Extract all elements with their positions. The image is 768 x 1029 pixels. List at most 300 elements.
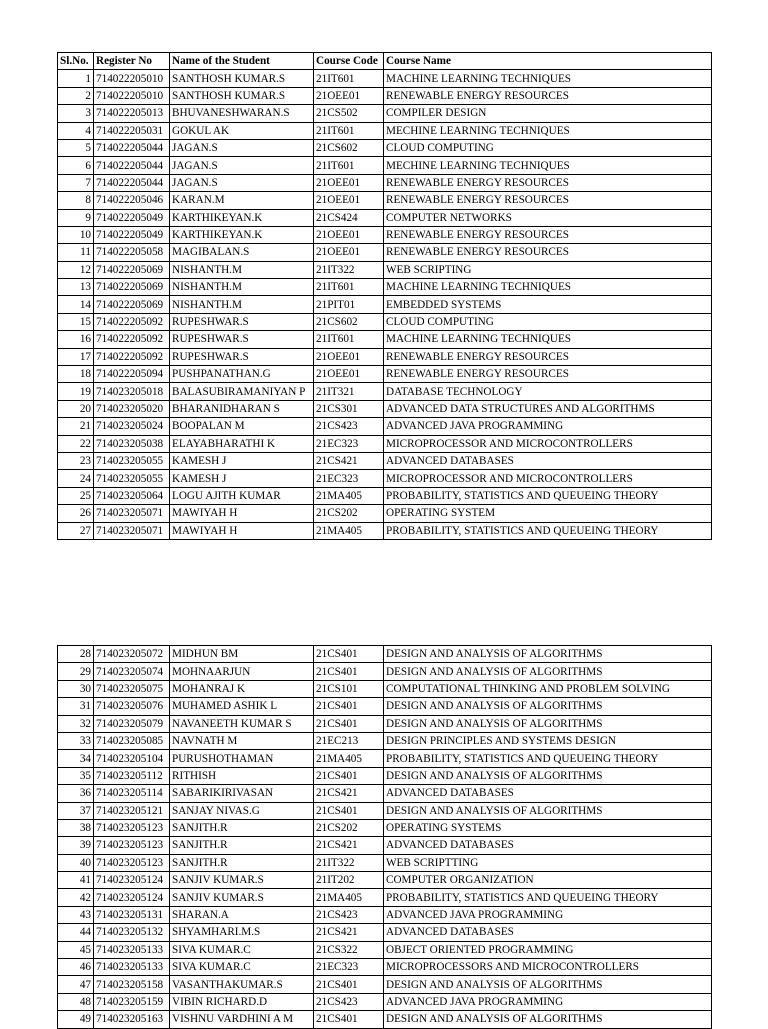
cell-register-no: 714022205046 [94, 192, 170, 209]
table-row [58, 646, 712, 663]
cell-course-name: DESIGN AND ANALYSIS OF ALGORITHMS [384, 698, 712, 715]
cell-register-no: 714023205159 [94, 993, 170, 1010]
cell-course-code: 21CS421 [314, 837, 384, 854]
cell-student-name: PURUSHOTHAMAN [170, 750, 314, 767]
cell-slno: 6 [58, 157, 94, 174]
cell-register-no: 714022205094 [94, 366, 170, 383]
cell-course-code: 21CS602 [314, 139, 384, 156]
cell-register-no: 714022205013 [94, 105, 170, 122]
cell-student-name: MAWIYAH H [170, 505, 314, 522]
cell-register-no: 714022205069 [94, 261, 170, 278]
cell-register-no: 714022205058 [94, 244, 170, 261]
cell-register-no: 714023205055 [94, 452, 170, 469]
cell-student-name: VIBIN RICHARD.D [170, 993, 314, 1010]
table-row [58, 802, 712, 819]
cell-course-code: 21MA405 [314, 522, 384, 539]
cell-register-no: 714022205092 [94, 331, 170, 348]
cell-slno: 32 [58, 715, 94, 732]
cell-course-code: 21MA405 [314, 487, 384, 504]
cell-course-name: MACHINE LEARNING TECHNIQUES [384, 331, 712, 348]
cell-course-name: MICROPROCESSORS AND MICROCONTROLLERS [384, 959, 712, 976]
cell-register-no: 714023205104 [94, 750, 170, 767]
cell-slno: 9 [58, 209, 94, 226]
cell-student-name: SANTHOSH KUMAR.S [170, 70, 314, 87]
cell-student-name: SANJITH.R [170, 819, 314, 836]
cell-course-code: 21EC213 [314, 732, 384, 749]
table-row [58, 192, 712, 209]
cell-course-code: 21CS401 [314, 698, 384, 715]
table-row [58, 400, 712, 417]
table-row [58, 785, 712, 802]
cell-slno: 23 [58, 452, 94, 469]
cell-register-no: 714023205112 [94, 767, 170, 784]
cell-slno: 13 [58, 279, 94, 296]
cell-slno: 14 [58, 296, 94, 313]
table-row [58, 139, 712, 156]
cell-slno: 8 [58, 192, 94, 209]
cell-slno: 11 [58, 244, 94, 261]
table-row [58, 889, 712, 906]
cell-course-name: RENEWABLE ENERGY RESOURCES [384, 226, 712, 243]
cell-course-code: 21MA405 [314, 889, 384, 906]
cell-course-name: MICROPROCESSOR AND MICROCONTROLLERS [384, 470, 712, 487]
cell-slno: 31 [58, 698, 94, 715]
cell-student-name: BOOPALAN M [170, 418, 314, 435]
cell-course-code: 21CS401 [314, 767, 384, 784]
cell-register-no: 714023205071 [94, 522, 170, 539]
cell-student-name: VISHNU VARDHINI A M [170, 1011, 314, 1028]
cell-course-name: RENEWABLE ENERGY RESOURCES [384, 174, 712, 191]
cell-student-name: MIDHUN BM [170, 646, 314, 663]
table-row [58, 505, 712, 522]
table-row [58, 348, 712, 365]
cell-register-no: 714022205010 [94, 87, 170, 104]
cell-course-name: ADVANCED DATABASES [384, 785, 712, 802]
cell-student-name: NISHANTH.M [170, 296, 314, 313]
table-row [58, 1011, 712, 1028]
cell-student-name: SANJAY NIVAS.G [170, 802, 314, 819]
cell-slno: 3 [58, 105, 94, 122]
cell-course-name: ADVANCED DATA STRUCTURES AND ALGORITHMS [384, 400, 712, 417]
table-row [58, 906, 712, 923]
cell-slno: 33 [58, 732, 94, 749]
cell-student-name: RUPESHWAR.S [170, 331, 314, 348]
cell-course-code: 21OEE01 [314, 366, 384, 383]
cell-register-no: 714023205055 [94, 470, 170, 487]
cell-course-code: 21CS301 [314, 400, 384, 417]
cell-register-no: 714023205075 [94, 680, 170, 697]
table-row [58, 87, 712, 104]
cell-course-code: 21OEE01 [314, 174, 384, 191]
cell-slno: 19 [58, 383, 94, 400]
cell-course-code: 21CS424 [314, 209, 384, 226]
cell-course-code: 21CS202 [314, 505, 384, 522]
cell-slno: 10 [58, 226, 94, 243]
cell-course-name: MACHINE LEARNING TECHNIQUES [384, 279, 712, 296]
cell-course-name: RENEWABLE ENERGY RESOURCES [384, 192, 712, 209]
table-row [58, 366, 712, 383]
cell-course-name: OBJECT ORIENTED PROGRAMMING [384, 941, 712, 958]
cell-slno: 5 [58, 139, 94, 156]
cell-course-name: ADVANCED JAVA PROGRAMMING [384, 993, 712, 1010]
student-course-table-1 [57, 52, 712, 540]
cell-register-no: 714023205132 [94, 924, 170, 941]
table-row [58, 732, 712, 749]
cell-register-no: 714023205064 [94, 487, 170, 504]
cell-student-name: SANJITH.R [170, 837, 314, 854]
cell-course-code: 21IT601 [314, 279, 384, 296]
cell-course-code: 21CS202 [314, 819, 384, 836]
cell-course-code: 21OEE01 [314, 226, 384, 243]
cell-register-no: 714023205123 [94, 854, 170, 871]
cell-course-name: DESIGN AND ANALYSIS OF ALGORITHMS [384, 715, 712, 732]
cell-student-name: RUPESHWAR.S [170, 348, 314, 365]
cell-course-name: DESIGN AND ANALYSIS OF ALGORITHMS [384, 976, 712, 993]
cell-course-code: 21IT202 [314, 872, 384, 889]
cell-course-name: RENEWABLE ENERGY RESOURCES [384, 348, 712, 365]
table-row [58, 122, 712, 139]
cell-course-code: 21CS401 [314, 802, 384, 819]
cell-course-name: RENEWABLE ENERGY RESOURCES [384, 87, 712, 104]
table-row [58, 452, 712, 469]
cell-student-name: BALASUBIRAMANIYAN P [170, 383, 314, 400]
cell-slno: 48 [58, 993, 94, 1010]
cell-student-name: RUPESHWAR.S [170, 313, 314, 330]
cell-register-no: 714022205031 [94, 122, 170, 139]
cell-student-name: SANJIV KUMAR.S [170, 872, 314, 889]
cell-student-name: ELAYABHARATHI K [170, 435, 314, 452]
cell-register-no: 714022205069 [94, 279, 170, 296]
cell-course-name: DESIGN PRINCIPLES AND SYSTEMS DESIGN [384, 732, 712, 749]
cell-student-name: JAGAN.S [170, 139, 314, 156]
table-row [58, 680, 712, 697]
table-row [58, 487, 712, 504]
cell-student-name: SHARAN.A [170, 906, 314, 923]
cell-student-name: NISHANTH.M [170, 261, 314, 278]
cell-course-name: MICROPROCESSOR AND MICROCONTROLLERS [384, 435, 712, 452]
cell-course-code: 21OEE01 [314, 348, 384, 365]
cell-slno: 44 [58, 924, 94, 941]
cell-register-no: 714022205044 [94, 157, 170, 174]
cell-course-code: 21IT601 [314, 331, 384, 348]
table-row [58, 750, 712, 767]
cell-slno: 41 [58, 872, 94, 889]
table-row [58, 924, 712, 941]
cell-student-name: GOKUL AK [170, 122, 314, 139]
cell-register-no: 714023205085 [94, 732, 170, 749]
cell-student-name: KARAN.M [170, 192, 314, 209]
cell-student-name: SHYAMHARI.M.S [170, 924, 314, 941]
table-row [58, 209, 712, 226]
cell-student-name: SABARIKIRIVASAN [170, 785, 314, 802]
table-row [58, 663, 712, 680]
table-row [58, 959, 712, 976]
cell-course-code: 21CS423 [314, 906, 384, 923]
cell-course-code: 21CS423 [314, 418, 384, 435]
cell-slno: 46 [58, 959, 94, 976]
cell-course-code: 21CS322 [314, 941, 384, 958]
cell-slno: 37 [58, 802, 94, 819]
cell-student-name: NAVNATH M [170, 732, 314, 749]
cell-student-name: MAWIYAH H [170, 522, 314, 539]
cell-course-name: COMPUTER ORGANIZATION [384, 872, 712, 889]
cell-course-name: MECHINE LEARNING TECHNIQUES [384, 122, 712, 139]
cell-course-code: 21CS421 [314, 924, 384, 941]
table-row [58, 244, 712, 261]
cell-register-no: 714023205071 [94, 505, 170, 522]
cell-student-name: SANJIV KUMAR.S [170, 889, 314, 906]
table-row [58, 854, 712, 871]
cell-slno: 38 [58, 819, 94, 836]
cell-course-code: 21EC323 [314, 470, 384, 487]
cell-course-name: PROBABILITY, STATISTICS AND QUEUEING THEORY [384, 889, 712, 906]
table-row [58, 872, 712, 889]
cell-register-no: 714023205072 [94, 646, 170, 663]
cell-course-name: RENEWABLE ENERGY RESOURCES [384, 366, 712, 383]
cell-course-name: ADVANCED DATABASES [384, 924, 712, 941]
cell-course-code: 21IT601 [314, 70, 384, 87]
cell-slno: 21 [58, 418, 94, 435]
table-row [58, 941, 712, 958]
cell-slno: 36 [58, 785, 94, 802]
cell-student-name: PUSHPANATHAN.G [170, 366, 314, 383]
cell-slno: 18 [58, 366, 94, 383]
cell-register-no: 714023205121 [94, 802, 170, 819]
cell-student-name: VASANTHAKUMAR.S [170, 976, 314, 993]
cell-course-name: COMPUTER NETWORKS [384, 209, 712, 226]
cell-course-code: 21CS101 [314, 680, 384, 697]
cell-register-no: 714022205049 [94, 226, 170, 243]
cell-course-code: 21PIT01 [314, 296, 384, 313]
cell-course-code: 21CS423 [314, 993, 384, 1010]
cell-register-no: 714023205076 [94, 698, 170, 715]
cell-course-code: 21IT321 [314, 383, 384, 400]
table-row [58, 226, 712, 243]
cell-student-name: JAGAN.S [170, 157, 314, 174]
cell-course-code: 21CS401 [314, 1011, 384, 1028]
cell-course-name: DESIGN AND ANALYSIS OF ALGORITHMS [384, 646, 712, 663]
cell-course-name: WEB SCRIPTING [384, 261, 712, 278]
table-row [58, 698, 712, 715]
cell-course-name: WEB SCRIPTTING [384, 854, 712, 871]
cell-slno: 27 [58, 522, 94, 539]
cell-student-name: MAGIBALAN.S [170, 244, 314, 261]
cell-course-code: 21CS401 [314, 646, 384, 663]
cell-course-code: 21CS602 [314, 313, 384, 330]
student-course-table-2 [57, 645, 712, 1029]
table-row [58, 313, 712, 330]
cell-student-name: SANTHOSH KUMAR.S [170, 87, 314, 104]
cell-course-name: COMPUTATIONAL THINKING AND PROBLEM SOLVING [384, 680, 712, 697]
cell-slno: 7 [58, 174, 94, 191]
cell-register-no: 714023205158 [94, 976, 170, 993]
header-course-name: Course Name [384, 53, 712, 70]
cell-course-name: CLOUD COMPUTING [384, 139, 712, 156]
cell-register-no: 714022205044 [94, 174, 170, 191]
cell-student-name: NISHANTH.M [170, 279, 314, 296]
cell-slno: 39 [58, 837, 94, 854]
cell-course-name: DESIGN AND ANALYSIS OF ALGORITHMS [384, 1011, 712, 1028]
cell-course-name: DESIGN AND ANALYSIS OF ALGORITHMS [384, 663, 712, 680]
cell-slno: 1 [58, 70, 94, 87]
cell-student-name: MUHAMED ASHIK L [170, 698, 314, 715]
cell-student-name: LOGU AJITH KUMAR [170, 487, 314, 504]
cell-course-code: 21IT601 [314, 157, 384, 174]
cell-course-name: COMPILER DESIGN [384, 105, 712, 122]
cell-course-code: 21OEE01 [314, 244, 384, 261]
table-row [58, 331, 712, 348]
table-row [58, 157, 712, 174]
cell-register-no: 714023205079 [94, 715, 170, 732]
cell-course-name: ADVANCED DATABASES [384, 452, 712, 469]
cell-student-name: BHUVANESHWARAN.S [170, 105, 314, 122]
cell-course-name: MACHINE LEARNING TECHNIQUES [384, 70, 712, 87]
cell-course-name: EMBEDDED SYSTEMS [384, 296, 712, 313]
table-row [58, 418, 712, 435]
cell-register-no: 714023205024 [94, 418, 170, 435]
table-row [58, 383, 712, 400]
cell-course-code: 21OEE01 [314, 192, 384, 209]
table-row [58, 837, 712, 854]
header-row [58, 53, 712, 70]
cell-student-name: SIVA KUMAR.C [170, 941, 314, 958]
cell-slno: 35 [58, 767, 94, 784]
cell-student-name: SANJITH.R [170, 854, 314, 871]
cell-slno: 40 [58, 854, 94, 871]
table-row [58, 261, 712, 278]
cell-student-name: KAMESH J [170, 470, 314, 487]
cell-course-code: 21IT322 [314, 261, 384, 278]
header-slno: Sl.No. [58, 53, 94, 70]
cell-course-name: OPERATING SYSTEM [384, 505, 712, 522]
cell-register-no: 714022205069 [94, 296, 170, 313]
cell-student-name: KARTHIKEYAN.K [170, 209, 314, 226]
cell-course-code: 21EC323 [314, 959, 384, 976]
cell-course-code: 21CS401 [314, 715, 384, 732]
cell-slno: 25 [58, 487, 94, 504]
cell-register-no: 714022205092 [94, 313, 170, 330]
table-row [58, 174, 712, 191]
cell-register-no: 714023205074 [94, 663, 170, 680]
cell-register-no: 714023205133 [94, 941, 170, 958]
cell-student-name: RITHISH [170, 767, 314, 784]
cell-slno: 30 [58, 680, 94, 697]
cell-slno: 15 [58, 313, 94, 330]
cell-course-name: DESIGN AND ANALYSIS OF ALGORITHMS [384, 767, 712, 784]
cell-course-name: ADVANCED JAVA PROGRAMMING [384, 418, 712, 435]
cell-student-name: KARTHIKEYAN.K [170, 226, 314, 243]
table-row [58, 993, 712, 1010]
cell-register-no: 714022205049 [94, 209, 170, 226]
cell-slno: 16 [58, 331, 94, 348]
cell-register-no: 714023205038 [94, 435, 170, 452]
cell-slno: 2 [58, 87, 94, 104]
cell-course-name: CLOUD COMPUTING [384, 313, 712, 330]
cell-register-no: 714023205131 [94, 906, 170, 923]
cell-register-no: 714023205133 [94, 959, 170, 976]
cell-register-no: 714022205092 [94, 348, 170, 365]
header-course-code: Course Code [314, 53, 384, 70]
cell-course-code: 21MA405 [314, 750, 384, 767]
cell-slno: 26 [58, 505, 94, 522]
cell-course-name: ADVANCED JAVA PROGRAMMING [384, 906, 712, 923]
table-row [58, 819, 712, 836]
cell-register-no: 714023205163 [94, 1011, 170, 1028]
cell-course-name: PROBABILITY, STATISTICS AND QUEUEING THEORY [384, 750, 712, 767]
cell-slno: 28 [58, 646, 94, 663]
cell-slno: 22 [58, 435, 94, 452]
cell-course-code: 21CS401 [314, 663, 384, 680]
cell-register-no: 714023205123 [94, 819, 170, 836]
table-row [58, 976, 712, 993]
cell-course-name: OPERATING SYSTEMS [384, 819, 712, 836]
cell-course-name: RENEWABLE ENERGY RESOURCES [384, 244, 712, 261]
cell-course-code: 21EC323 [314, 435, 384, 452]
cell-register-no: 714023205124 [94, 889, 170, 906]
cell-course-code: 21CS421 [314, 785, 384, 802]
cell-course-code: 21CS502 [314, 105, 384, 122]
cell-course-code: 21OEE01 [314, 87, 384, 104]
cell-course-name: DESIGN AND ANALYSIS OF ALGORITHMS [384, 802, 712, 819]
header-register-no: Register No [94, 53, 170, 70]
cell-course-name: PROBABILITY, STATISTICS AND QUEUEING THEORY [384, 522, 712, 539]
table-row [58, 715, 712, 732]
header-student-name: Name of the Student [170, 53, 314, 70]
cell-register-no: 714023205020 [94, 400, 170, 417]
cell-course-code: 21IT601 [314, 122, 384, 139]
cell-student-name: JAGAN.S [170, 174, 314, 191]
cell-student-name: SIVA KUMAR.C [170, 959, 314, 976]
cell-slno: 20 [58, 400, 94, 417]
cell-register-no: 714022205010 [94, 70, 170, 87]
cell-register-no: 714023205018 [94, 383, 170, 400]
table-row [58, 470, 712, 487]
cell-slno: 49 [58, 1011, 94, 1028]
cell-register-no: 714023205114 [94, 785, 170, 802]
cell-student-name: BHARANIDHARAN S [170, 400, 314, 417]
table-row [58, 296, 712, 313]
cell-student-name: KAMESH J [170, 452, 314, 469]
cell-student-name: NAVANEETH KUMAR S [170, 715, 314, 732]
cell-slno: 34 [58, 750, 94, 767]
cell-slno: 17 [58, 348, 94, 365]
table-row [58, 767, 712, 784]
cell-course-code: 21CS421 [314, 452, 384, 469]
table-row [58, 279, 712, 296]
cell-student-name: MOHANRAJ K [170, 680, 314, 697]
cell-slno: 47 [58, 976, 94, 993]
cell-slno: 4 [58, 122, 94, 139]
cell-register-no: 714023205124 [94, 872, 170, 889]
table-row [58, 522, 712, 539]
cell-slno: 43 [58, 906, 94, 923]
cell-slno: 29 [58, 663, 94, 680]
cell-slno: 45 [58, 941, 94, 958]
cell-register-no: 714023205123 [94, 837, 170, 854]
table-row [58, 435, 712, 452]
cell-course-name: DATABASE TECHNOLOGY [384, 383, 712, 400]
cell-student-name: MOHNAARJUN [170, 663, 314, 680]
cell-course-code: 21IT322 [314, 854, 384, 871]
cell-slno: 24 [58, 470, 94, 487]
table-row [58, 105, 712, 122]
cell-course-name: PROBABILITY, STATISTICS AND QUEUEING THEORY [384, 487, 712, 504]
cell-slno: 42 [58, 889, 94, 906]
cell-course-code: 21CS401 [314, 976, 384, 993]
table-row [58, 70, 712, 87]
cell-register-no: 714022205044 [94, 139, 170, 156]
cell-course-name: MECHINE LEARNING TECHNIQUES [384, 157, 712, 174]
